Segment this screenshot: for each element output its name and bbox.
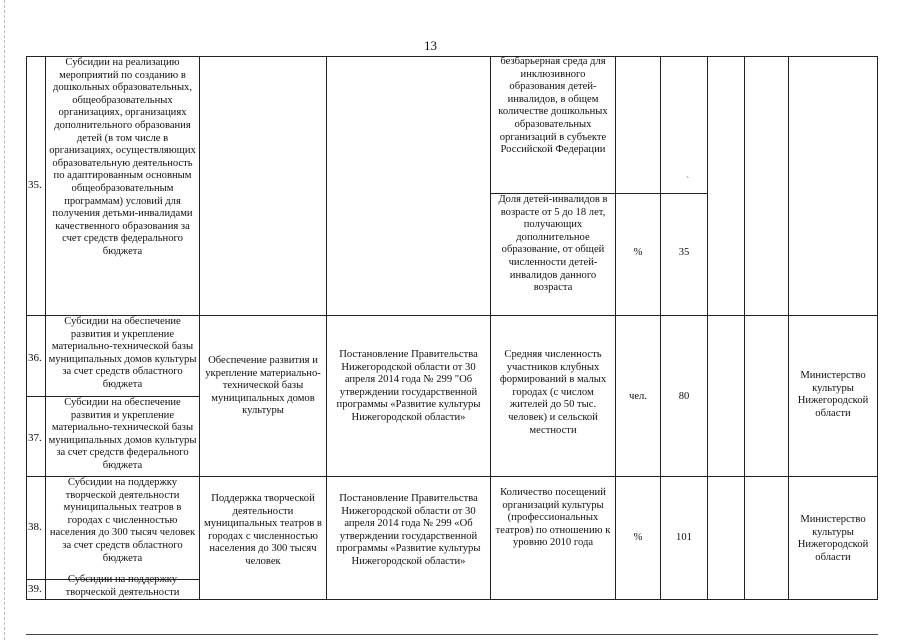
unit-cell: % [633,247,643,258]
page-bottom-rule [26,634,878,635]
unit-cell: чел. [629,391,647,402]
indicator-cell: Доля детей-инвалидов в возрасте от 5 до 18 лет, получающих дополнительное образование, от общей численности детей-инвалидов данного возраста [498,194,608,294]
row-title: Субсидии на обеспечение развития и укрепление материально-технической базы муниципальных домов культуры за счет средств областного бюджета [48,316,197,390]
document-cell: Постановление Правительства Нижегородской области от 30 апреля 2014 года № 299 «Об утверждении государственной программы «Развитие культуры Нижегородской области» [336,493,481,567]
row-number: 35. [28,179,42,191]
row-number: 39. [28,583,42,595]
row-number: 36. [28,352,42,364]
document-cell: Постановление Правительства Нижегородской области от 30 апреля 2014 года № 299 "Об утверждении государственной программы «Развитие культуры Нижегородской области» [336,349,481,423]
page-number: 13 [424,38,437,53]
scan-tick-mark: ` [686,176,690,187]
col-border-7 [707,56,708,600]
col-border-0 [26,56,27,600]
scan-edge-line [4,0,6,640]
col-border-8 [744,56,745,600]
subsidy-table [26,56,878,600]
authority-cell: Министерство культуры Нижегородской области [797,514,869,563]
value-cell: 80 [678,391,690,402]
unit-cell: % [633,532,643,543]
row-number: 38. [28,521,42,533]
col-border-6 [660,56,661,600]
indicator-cell: Средняя численность участников клубных формирований в малых городах (с числом жителей до 50 тыс. человек) и сельской местности [499,349,607,436]
row-title: Субсидии на реализацию мероприятий по созданию в дошкольных образовательных, общеобразовательных организациях, организациях дополнительного образования детей (в том числе в организациях, осуществляющих образовательную деятельность по адаптированным основным общеобразовательным программам) условий для получения детьми-инвалидами качественного образования за счет средств федерального бюджета [49,57,196,257]
row-number: 37. [28,432,42,444]
value-cell: 35 [678,247,690,258]
indicator-cell: безбарьерная среда для инклюзивного образования детей-инвалидов, в общем количестве дошкольных образовательных организаций в субъекте Российской Федерации [498,56,608,156]
row-title: Субсидии на поддержку творческой деятельности [65,574,180,598]
col-border-10 [877,56,878,600]
col-border-5 [615,56,616,600]
value-cell: 101 [676,532,692,543]
authority-cell: Министерство культуры Нижегородской области [797,370,869,419]
row-title: Субсидии на обеспечение развития и укрепление материально-технической базы муниципальных домов культуры за счет средств федерального бюджета [48,397,197,471]
purpose-cell: Обеспечение развития и укрепление материально-технической базы муниципальных домов культуры [205,355,321,417]
row-title: Субсидии на поддержку творческой деятельности муниципальных театров в городах с численностью населения до 300 тысяч человек за счет средств областного бюджета [49,477,196,564]
indicator-cell: Количество посещений организаций культуры (профессиональных театров) по отношению к уровню 2010 года [495,487,611,549]
purpose-cell: Поддержка творческой деятельности муниципальных театров в городах с численностью населения до 300 тысяч человек [204,493,322,567]
